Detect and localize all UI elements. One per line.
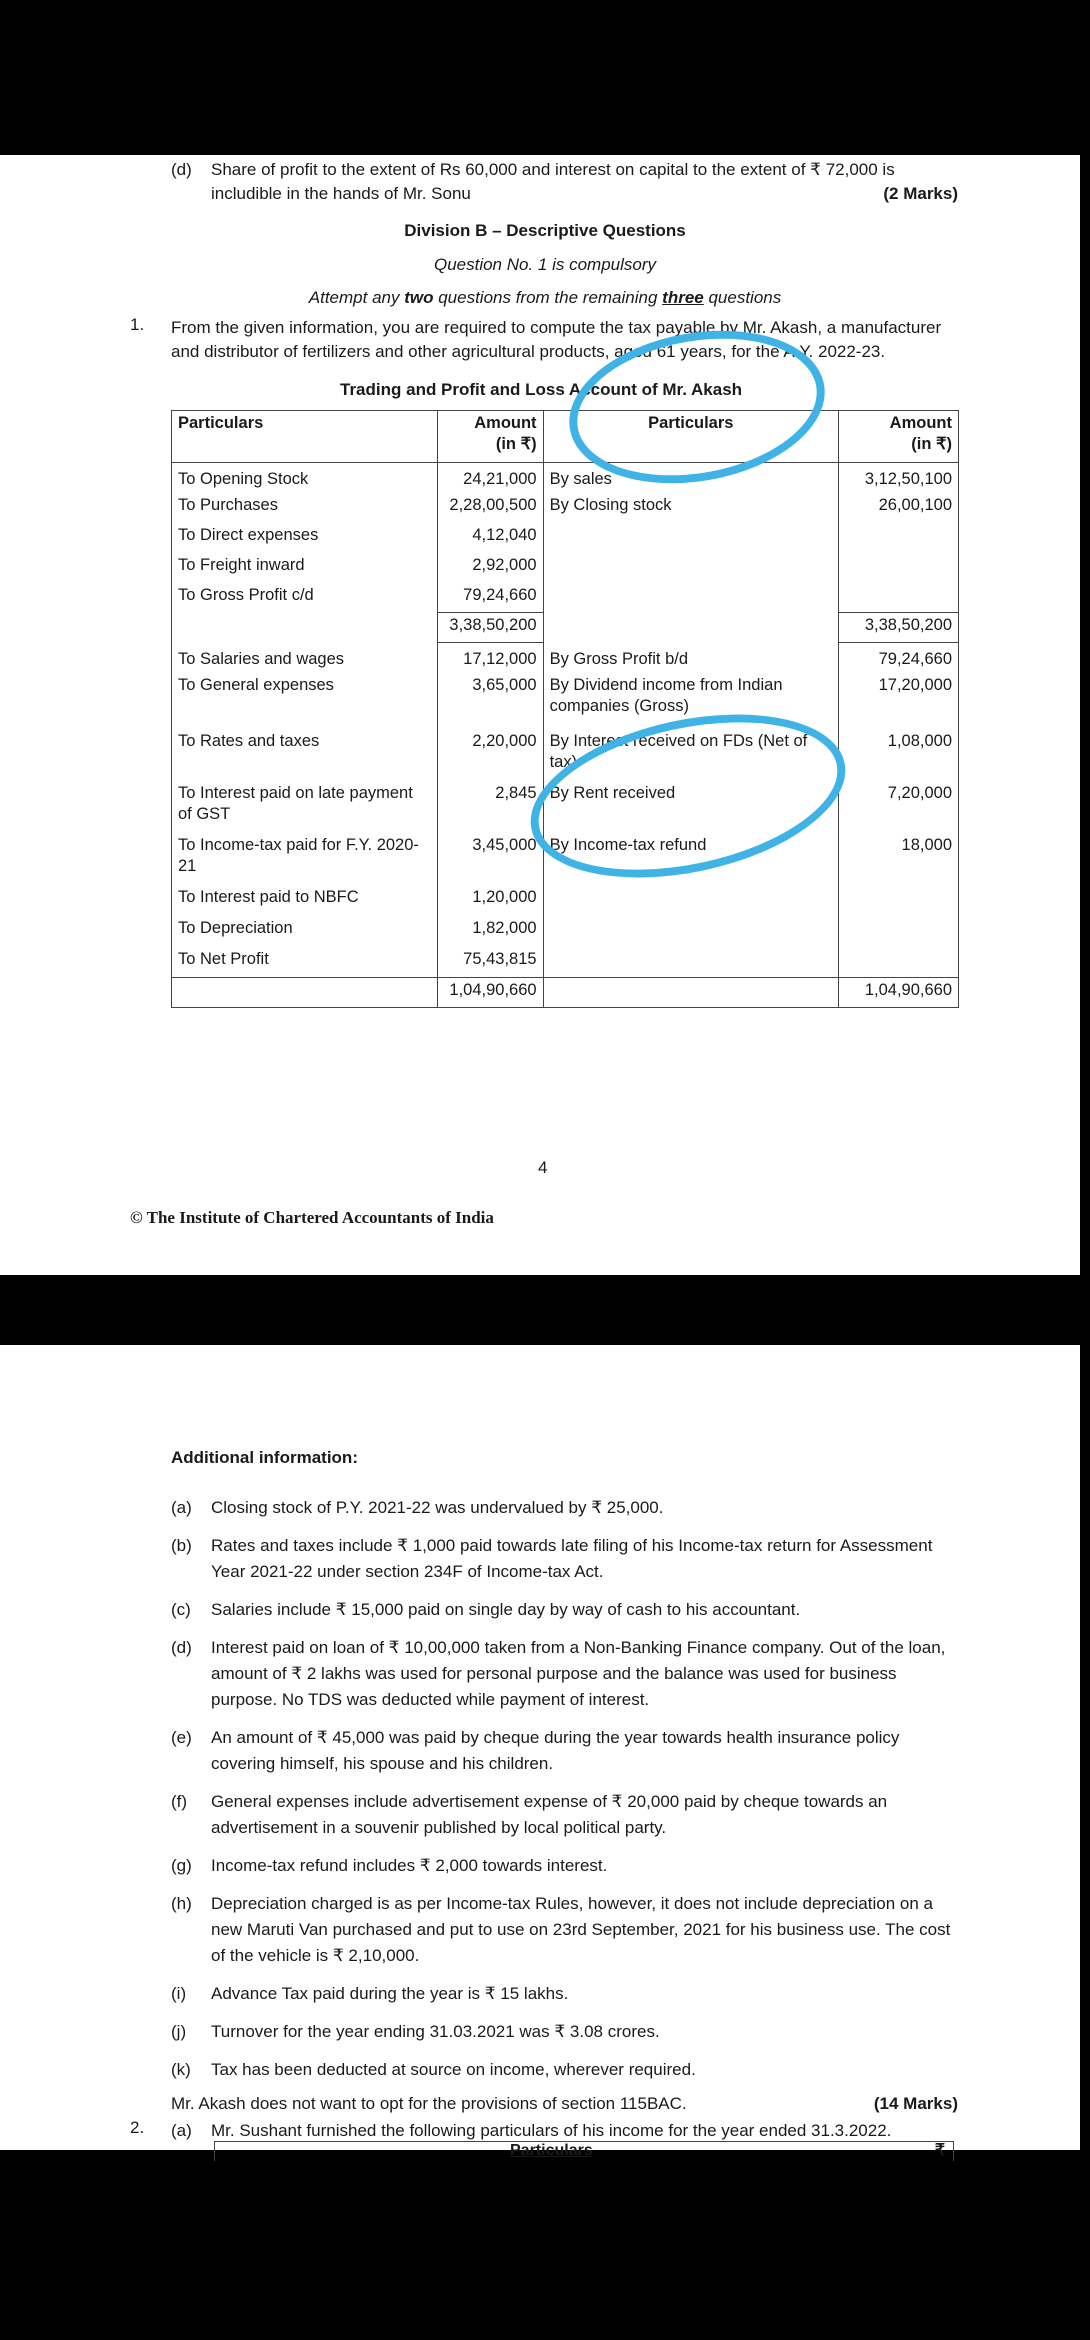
list-item: (i) Advance Tax paid during the year is ₹ 15 lakhs. (171, 1984, 569, 2003)
list-item: (a) Closing stock of P.Y. 2021-22 was undervalued by ₹ 25,000. (171, 1498, 664, 1517)
table-row: To Rates and taxes 2,20,000 By Interest received on FDs (Net of tax) 1,08,000 (172, 729, 959, 781)
header-particulars-cr: Particulars (543, 411, 838, 463)
header-amount-cr: Amount (in ₹) (839, 411, 959, 463)
table-row: To Interest paid on late payment of GST 2,845 By Rent received 7,20,000 (172, 781, 959, 833)
table-row: To Net Profit 75,43,815 (172, 947, 959, 978)
item-d-marks: (2 Marks) (883, 184, 958, 203)
list-item: (c) Salaries include ₹ 15,000 paid on single day by way of cash to his accountant. (171, 1600, 801, 1619)
list-item: (d) Interest paid on loan of ₹ 10,00,000 taken from a Non-Banking Finance company. Out of the loan, amount of ₹ 2 lakhs was used for personal purpose and the balance was used for business purpose. No TDS was deducted while payment of interest. (171, 1638, 946, 1709)
list-item: (f) General expenses include advertisement expense of ₹ 20,000 paid by cheque towards an advertisement in a souvenir published by local political party. (171, 1792, 888, 1837)
question-no-note: Question No. 1 is compulsory (433, 255, 657, 274)
q2-col-rupee: ₹ (934, 2142, 945, 2159)
pl-total-row (172, 978, 959, 1008)
trading-pl-account-table (171, 410, 959, 1008)
exam-page-1 (0, 155, 1080, 1275)
list-item: (g) Income-tax refund includes ₹ 2,000 towards interest. (171, 1856, 608, 1875)
q2-text: Mr. Sushant furnished the following particulars of his income for the year ended 31.3.2022. (211, 2121, 892, 2140)
q1-line1: From the given information, you are required to compute the tax payable by Mr. Akash, a manufacturer (171, 318, 942, 337)
header-amount-dr: Amount (in ₹) (437, 411, 543, 463)
item-d-label: (d) (171, 160, 192, 179)
additional-info-heading: Additional information: (171, 1448, 358, 1467)
list-item: (b) Rates and taxes include ₹ 1,000 paid towards late filing of his Income-tax return for Assessment Year 2021-22 under section 234F of Income-tax Act. (171, 1536, 933, 1581)
attempt-instruction: Attempt any two questions from the remaining three questions (308, 288, 782, 307)
table-row: To Freight inward 2,92,000 (172, 553, 959, 583)
pl-total-cr: 1,04,90,660 (839, 978, 959, 1008)
page-number: 4 (538, 1158, 548, 1177)
table-row: To Gross Profit c/d 79,24,660 (172, 583, 959, 613)
additional-info-list (171, 1495, 961, 2095)
division-heading: Division B – Descriptive Questions (404, 221, 686, 240)
trading-total-dr: 3,38,50,200 (437, 613, 543, 643)
table-row: To General expenses 3,65,000 By Dividend income from Indian companies (Gross) 17,20,000 (172, 673, 959, 729)
q1-line2: and distributor of fertilizers and other agricultural products, aged 61 years, for the A.Y. 2022-23. (171, 342, 886, 361)
table-row: To Depreciation 1,82,000 (172, 916, 959, 947)
header-particulars-dr: Particulars (172, 411, 438, 463)
q2-number: 2. (130, 2118, 145, 2137)
table-row: To Interest paid to NBFC 1,20,000 (172, 885, 959, 916)
pl-total-dr: 1,04,90,660 (437, 978, 543, 1008)
list-item: (e) An amount of ₹ 45,000 was paid by cheque during the year towards health insurance policy covering himself, his spouse and his children. (171, 1728, 900, 1773)
item-d-line2: includible in the hands of Mr. Sonu (211, 184, 471, 203)
item-d-line1: Share of profit to the extent of Rs 60,000 and interest on capital to the extent of ₹ 72,000 is (211, 160, 895, 179)
closing-marks: (14 Marks) (873, 2094, 958, 2113)
list-item: (k) Tax has been deducted at source on income, wherever required. (171, 2060, 696, 2079)
closing-text: Mr. Akash does not want to opt for the provisions of section 115BAC. (171, 2094, 687, 2113)
table-row: To Purchases 2,28,00,500 By Closing stock 26,00,100 (172, 493, 959, 523)
list-item: (j) Turnover for the year ending 31.03.2021 was ₹ 3.08 crores. (171, 2022, 660, 2041)
exam-page-2 (0, 1275, 1080, 2159)
table-row: To Direct expenses 4,12,040 (172, 523, 959, 553)
footer-copyright: © The Institute of Chartered Accountants of India (130, 1208, 494, 1227)
q2-col-particulars: Particulars (510, 2142, 593, 2159)
q2-table-header (214, 2141, 954, 2161)
list-item: (h) Depreciation charged is as per Income-tax Rules, however, it does not include depreciation on a new Maruti Van purchased and put to use on 23rd September, 2021 for his business use. The cost of the vehicle is ₹ 2,10,000. (171, 1894, 951, 1965)
q2-label: (a) (171, 2121, 192, 2140)
trading-total-row (172, 613, 959, 643)
table-row: To Income-tax paid for F.Y. 2020-21 3,45,000 By Income-tax refund 18,000 (172, 833, 959, 885)
q1-number: 1. (130, 315, 145, 334)
table-row: To Salaries and wages 17,12,000 By Gross Profit b/d 79,24,660 (172, 643, 959, 673)
trading-total-cr: 3,38,50,200 (839, 613, 959, 643)
table-title: Trading and Profit and Loss Account of Mr. Akash (340, 380, 743, 399)
table-row: To Opening Stock 24,21,000 By sales 3,12,50,100 (172, 463, 959, 493)
table-header-row (172, 411, 959, 463)
